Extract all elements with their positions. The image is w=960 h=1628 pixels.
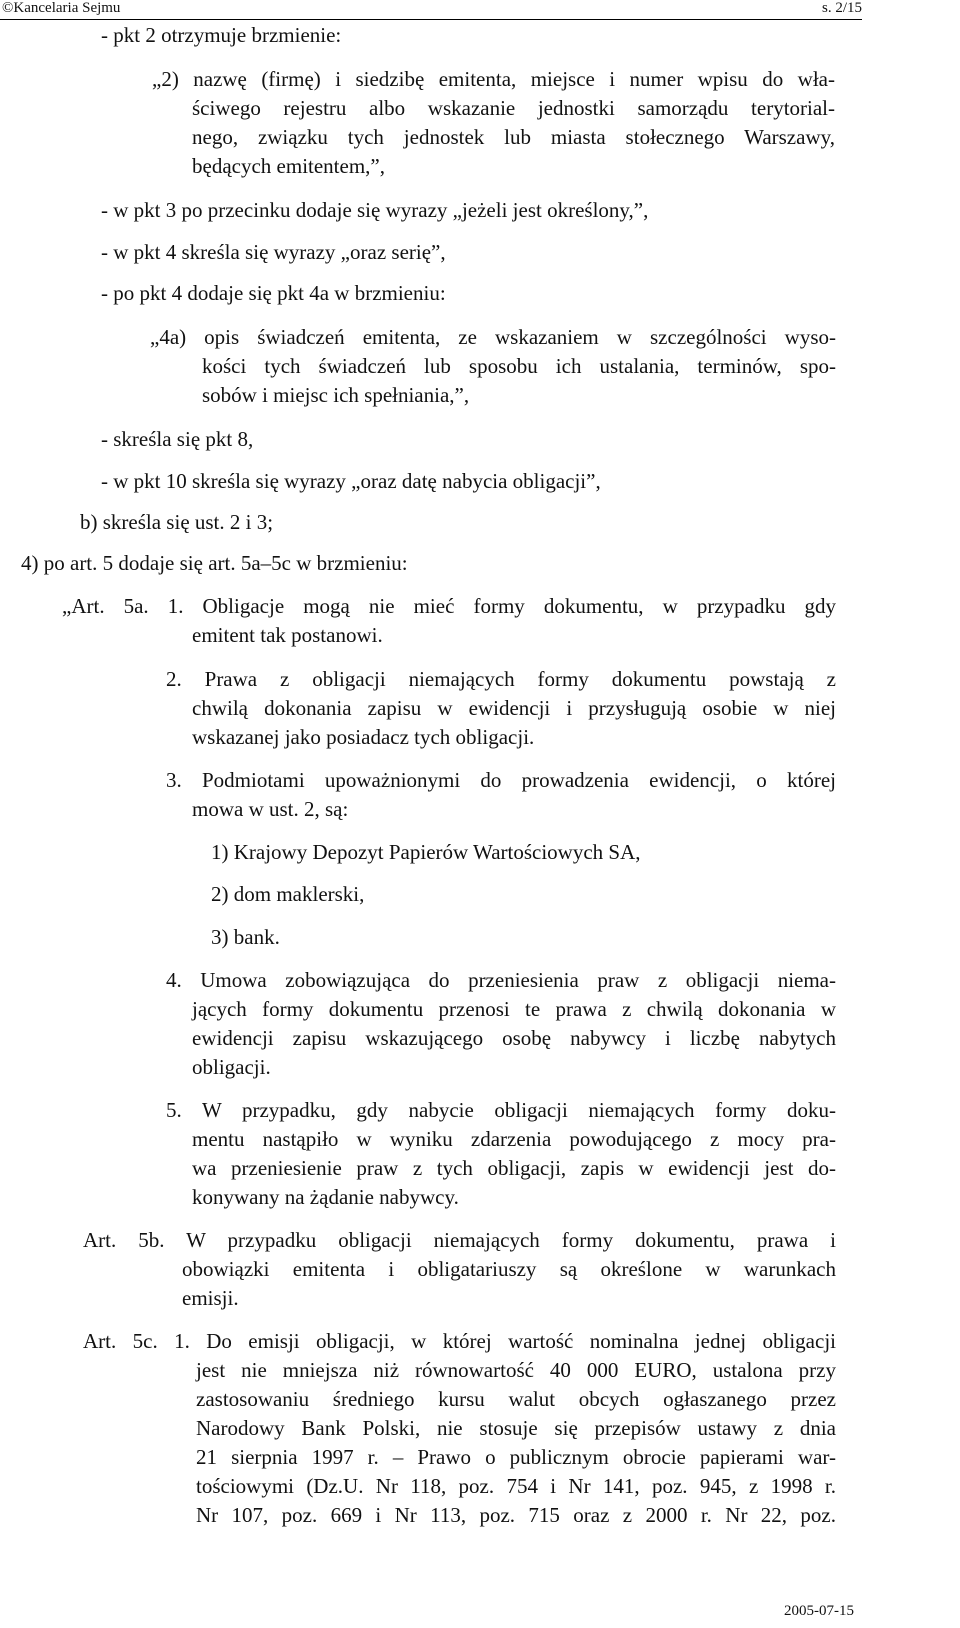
text-line: wa przeniesienie praw z tych obligacji, zapis w ewidencji jest do- <box>192 1156 836 1180</box>
text-line: Art. 5b. W przypadku obligacji niemających formy dokumentu, prawa i <box>83 1228 836 1252</box>
text-line: nego, związku tych jednostek lub miasta stołecznego Warszawy, <box>192 125 835 149</box>
header-page-number: s. 2/15 <box>821 0 862 16</box>
text-line: - skreśla się pkt 8, <box>101 427 254 451</box>
text-line: ewidencji zapisu wskazującego osobę nabywcy i liczbę nabytych <box>192 1026 836 1050</box>
footer-date: 2005-07-15 <box>784 1603 854 1619</box>
text-line: - w pkt 10 skreśla się wyrazy „oraz datę nabycia obligacji”, <box>101 469 601 493</box>
text-line: 3. Podmiotami upoważnionymi do prowadzenia ewidencji, o której <box>166 768 836 792</box>
text-line: „2) nazwę (firmę) i siedzibę emitenta, miejsce i numer wpisu do wła- <box>152 67 835 91</box>
text-line: konywany na żądanie nabywcy. <box>192 1185 459 1209</box>
text-line: Art. 5c. 1. Do emisji obligacji, w której wartość nominalna jednej obligacji <box>83 1329 836 1353</box>
text-line: 1) Krajowy Depozyt Papierów Wartościowych SA, <box>211 840 641 864</box>
text-line: ściwego rejestru albo wskazanie jednostki samorządu terytorial- <box>192 96 835 120</box>
text-line: „4a) opis świadczeń emitenta, ze wskazaniem w szczególności wyso- <box>150 325 836 349</box>
text-line: obowiązki emitenta i obligatariuszy są określone w warunkach <box>182 1257 836 1281</box>
text-line: będących emitentem,”, <box>192 154 385 178</box>
text-line: 21 sierpnia 1997 r. – Prawo o publicznym obrocie papierami war- <box>196 1445 836 1469</box>
text-line: - pkt 2 otrzymuje brzmienie: <box>101 23 342 47</box>
text-line: - w pkt 3 po przecinku dodaje się wyrazy „jeżeli jest określony,”, <box>101 198 649 222</box>
text-line: Narodowy Bank Polski, nie stosuje się przepisów ustawy z dnia <box>196 1416 836 1440</box>
text-line: 2) dom maklerski, <box>211 882 365 906</box>
text-line: tościowymi (Dz.U. Nr 118, poz. 754 i Nr 141, poz. 945, z 1998 r. <box>196 1474 836 1498</box>
text-line: obligacji. <box>192 1055 271 1079</box>
text-line: jących formy dokumentu przenosi te prawa z chwilą dokonania w <box>192 997 836 1021</box>
text-line: 3) bank. <box>211 925 280 949</box>
text-line: mentu nastąpiło w wyniku zdarzenia powodującego z mocy pra- <box>192 1127 836 1151</box>
text-line: jest nie mniejsza niż równowartość 40 000 EURO, ustalona przy <box>196 1358 836 1382</box>
text-line: 5. W przypadku, gdy nabycie obligacji niemających formy doku- <box>166 1098 836 1122</box>
text-line: 4. Umowa zobowiązująca do przeniesienia praw z obligacji niema- <box>166 968 836 992</box>
text-line: Nr 107, poz. 669 i Nr 113, poz. 715 oraz z 2000 r. Nr 22, poz. <box>196 1503 836 1527</box>
text-line: emitent tak postanowi. <box>192 623 383 647</box>
text-line: „Art. 5a. 1. Obligacje mogą nie mieć formy dokumentu, w przypadku gdy <box>62 594 836 618</box>
text-line: sobów i miejsc ich spełniania,”, <box>202 383 470 407</box>
text-line: 4) po art. 5 dodaje się art. 5a–5c w brzmieniu: <box>21 551 408 575</box>
text-line: - po pkt 4 dodaje się pkt 4a w brzmieniu: <box>101 281 446 305</box>
text-line: mowa w ust. 2, są: <box>192 797 349 821</box>
text-line: chwilą dokonania zapisu w ewidencji i przysługują osobie w niej <box>192 696 836 720</box>
header-source: ©Kancelaria Sejmu <box>2 0 121 16</box>
text-line: emisji. <box>182 1286 239 1310</box>
text-line: b) skreśla się ust. 2 i 3; <box>80 510 274 534</box>
text-line: - w pkt 4 skreśla się wyrazy „oraz serię”, <box>101 240 446 264</box>
text-line: kości tych świadczeń lub sposobu ich ustalania, terminów, spo- <box>202 354 836 378</box>
page-header <box>0 0 862 20</box>
text-line: zastosowaniu średniego kursu walut obcych ogłaszanego przez <box>196 1387 836 1411</box>
text-line: 2. Prawa z obligacji niemających formy dokumentu powstają z <box>166 667 836 691</box>
text-line: wskazanej jako posiadacz tych obligacji. <box>192 725 535 749</box>
